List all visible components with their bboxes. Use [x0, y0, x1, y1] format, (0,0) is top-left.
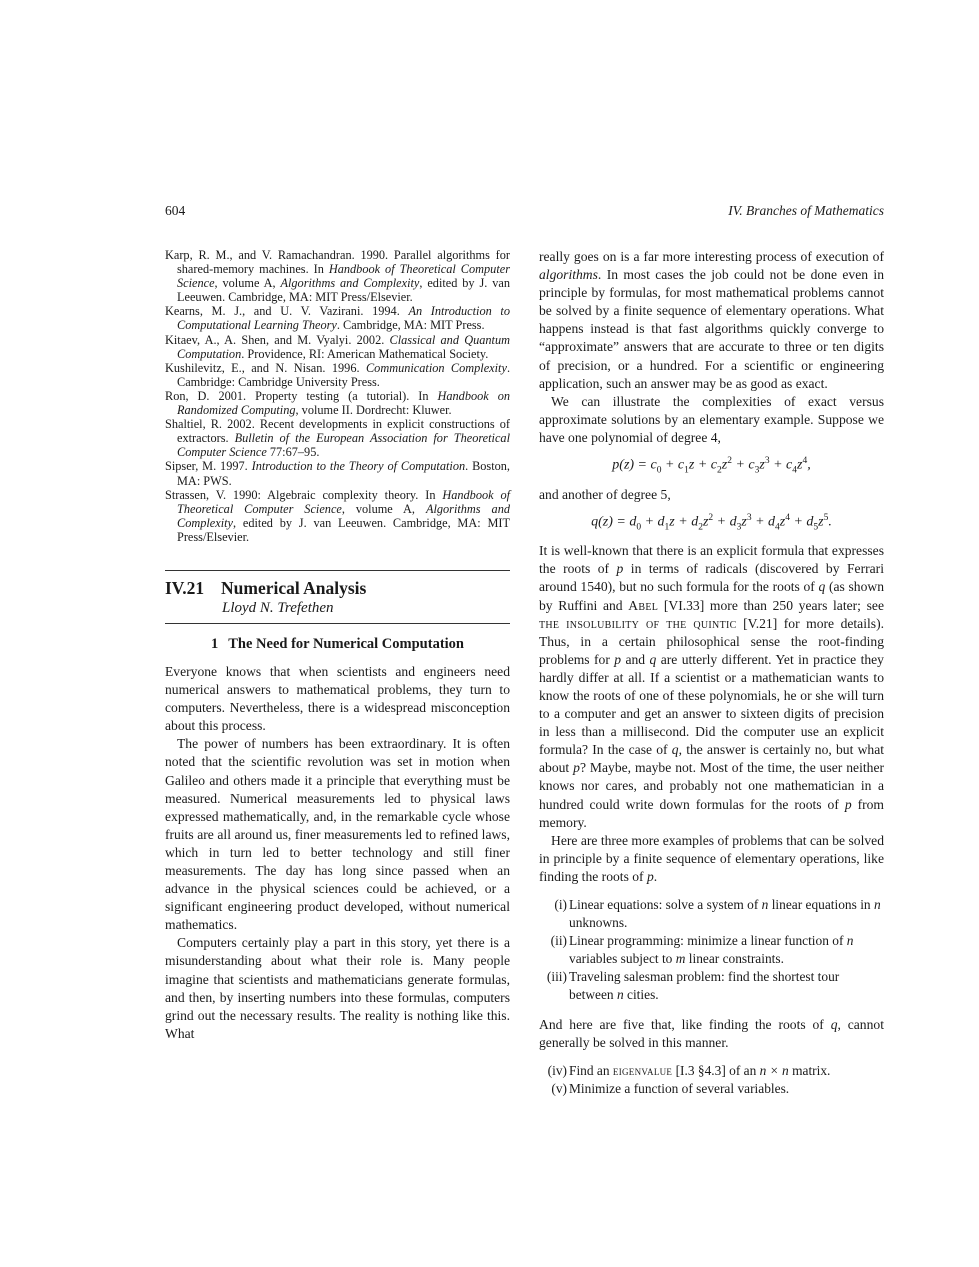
left-body-text	[165, 663, 510, 1043]
section-heading	[165, 636, 510, 653]
reference-entry: Sipser, M. 1997. Introduction to the Theory of Computation. Boston, MA: PWS.	[165, 459, 510, 488]
running-section-title: IV. Branches of Mathematics	[728, 203, 884, 218]
left-column	[165, 248, 510, 1043]
paragraph: Everyone knows that when scientists and engineers need numerical answers to mathematical problems, they turn to computers. Nevertheless, there is a widespread misconception about this process.	[165, 663, 510, 734]
paragraph: We can illustrate the complexities of exact versus approximate solutions by an elementary example. Suppose we have one polynomial of degree 4,	[539, 393, 884, 445]
reference-entry: Shaltiel, R. 2002. Recent developments in explicit constructions of extractors. Bulletin of the European Association for Theoretical Computer Science 77:67–95.	[165, 417, 510, 460]
list-item: (v) Minimize a function of several variables.	[551, 1081, 790, 1097]
paragraph: It is well-known that there is an explicit formula that expresses the roots of p in terms of radicals (discovered by Ferrari around 1540), but no such formula for the roots of q (as shown by Ruffini and Abel [VI.33] more than 250 years later; see the insolubility of the quintic [V.21] for more details). Thus, in a certain philosophical sense the root-finding problems for p and q are utterly different. Yet in practice they hardly differ at all. If a scientist or a mathematician wants to know the roots of one of these polynomials, he or she will turn to a computer and get an answer to sixteen digits of precision in less than a millisecond. Did the computer use an explicit formula? In the case of q, the answer is certainly no, but what about p? Maybe, maybe not. Most of the time, the user neither knows nor cares, and probably not one mathematician in a hundred could write down formulas for the roots of p from memory.	[539, 543, 885, 830]
list-item: (iv) Find an eigenvalue [I.3 §4.3] of an n × n matrix.	[547, 1063, 831, 1079]
paragraph: really goes on is a far more interesting process of execution of algorithms. In most cases the job could not be done even in principle by formulas, for most mathematical problems cannot be solved by a finite sequence of elementary operations. What happens instead is that fast algorithms quickly converge to “approximate” answers that are accurate to three or ten digits of precision, or a hundred. For a scientific or engineering application, such an answer may be as good as exact.	[539, 249, 884, 391]
paragraph: The power of numbers has been extraordinary. It is often noted that the scientific revolution was set in motion when Galileo and others made it a principle that everything must be measured. Numerical measurements led to physical laws expressed mathematically, and, in the remarkable cycle whose fruits are all around us, finer measurements led to refined laws, which in turn led to better technology and still finer measurements. The day has long since passed when an advance in the physical sciences could be achieved, or a significant engineering product developed, without numerical mathematics.	[165, 736, 510, 933]
list-item: (i) Linear equations: solve a system of n linear equations in n unknowns.	[554, 897, 881, 930]
reference-list	[165, 248, 510, 544]
problem-list-solvable	[539, 896, 884, 1004]
problem-list-unsolvable	[539, 1062, 884, 1098]
chapter-title: Numerical Analysis	[221, 577, 367, 598]
reference-entry: Karp, R. M., and V. Ramachandran. 1990. Parallel algorithms for shared-memory machines. In Handbook of Theoretical Computer Science, volume A, Algorithms and Complexity, edited by J. van Leeuwen. Cambridge, MA: MIT Press/Elsevier.	[165, 248, 510, 305]
reference-entry: Kitaev, A., A. Shen, and M. Vyalyi. 2002. Classical and Quantum Computation. Providence, RI: American Mathematical Society.	[165, 332, 510, 361]
reference-entry: Kearns, M. J., and U. V. Vazirani. 1994. An Introduction to Computational Learning Theory. Cambridge, MA: MIT Press.	[165, 304, 510, 333]
section-number: 1	[211, 635, 219, 652]
paragraph: Computers certainly play a part in this story, yet there is a misunderstanding about what their role is. Many people imagine that scientists and mathematicians generate formulas, and then, by inserting numbers into these formulas, computers grind out the necessary results. The reality is nothing like this. What	[165, 935, 510, 1041]
paragraph: and another of degree 5,	[539, 486, 671, 502]
paragraph: And here are five that, like finding the roots of q, cannot generally be solved in this manner.	[539, 1017, 884, 1051]
running-head	[165, 203, 884, 223]
list-item: (iii) Traveling salesman problem: find the shortest tour between n cities.	[546, 969, 840, 1002]
section-title: The Need for Numerical Computation	[228, 635, 464, 652]
equation-q: $q(z) = d_0 + d_1z + d_2z^2 + d_3z^3 + d_4z^4 + d_5z^5$.	[591, 512, 832, 533]
right-body-text	[539, 248, 884, 886]
chapter-heading	[165, 570, 510, 624]
chapter-number: IV.21	[165, 577, 205, 598]
equation-p: $p(z) = c_0 + c_1z + c_2z^2 + c_3z^3 + c_4z^4$,	[612, 456, 811, 476]
reference-entry: Strassen, V. 1990: Algebraic complexity theory. In Handbook of Theoretical Computer Science, volume A, Algorithms and Complexity, edited by J. van Leeuwen. Cambridge, MA: MIT Press/Elsevier.	[165, 487, 511, 544]
chapter-author: Lloyd N. Trefethen	[222, 599, 334, 616]
reference-entry: Ron, D. 2001. Property testing (a tutorial). In Handbook on Randomized Computing, volume II. Dordrecht: Kluwer.	[165, 388, 510, 418]
page-number: 604	[165, 203, 186, 218]
reference-entry: Kushilevitz, E., and N. Nisan. 1996. Communication Complexity. Cambridge: Cambridge University Press.	[165, 360, 511, 389]
right-column	[539, 248, 884, 1110]
list-item: (ii) Linear programming: minimize a linear function of n variables subject to m linear constraints.	[550, 933, 854, 966]
paragraph: Here are three more examples of problems that can be solved in principle by a finite sequence of elementary operations, like finding the roots of p.	[539, 832, 884, 884]
